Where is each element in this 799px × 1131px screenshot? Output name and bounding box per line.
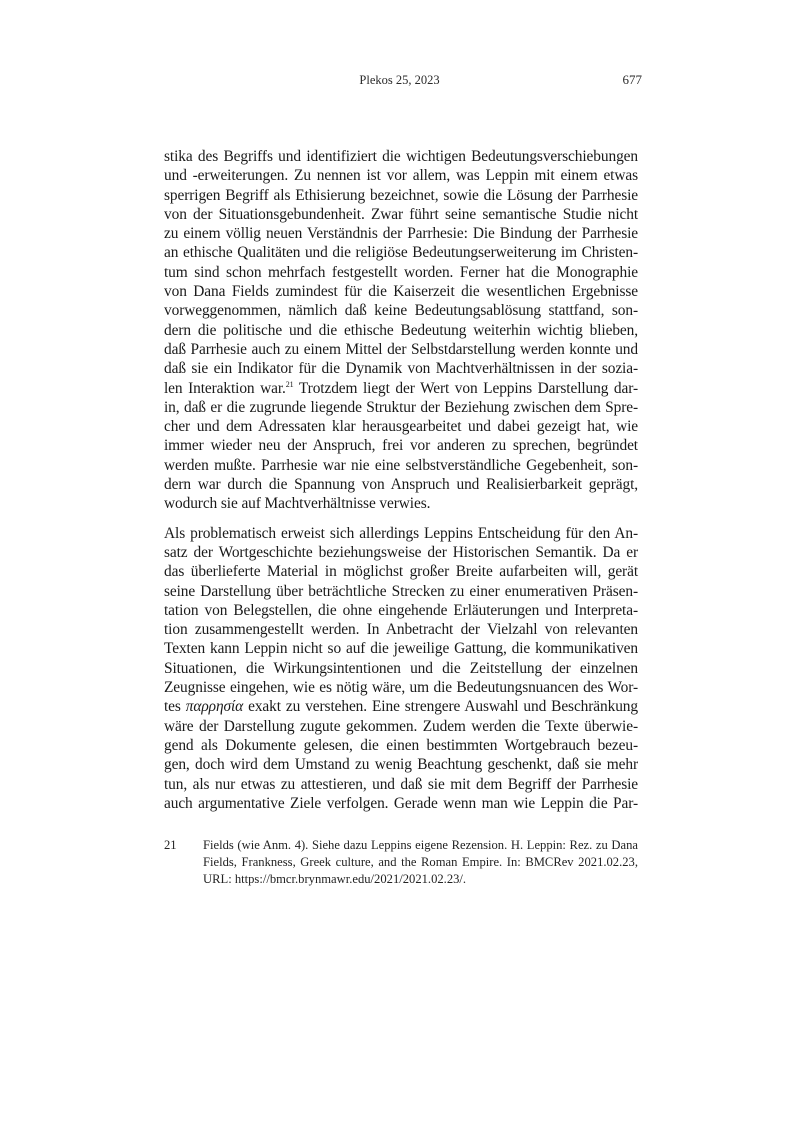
text-line: gen, doch wird dem Umstand zu wenig Beachtung geschenkt, daß sie mehr [164, 756, 638, 774]
text-line: Zeugnisse eingehen, wie es nötig wäre, um die Bedeutungsnuancen des Wor- [164, 679, 638, 697]
text-line: tun, als nur etwas zu attestieren, und daß sie mit dem Begriff der Parrhesie [164, 775, 638, 793]
text-line: und -erweiterungen. Zu nennen ist vor allem, was Leppin mit einem etwas [164, 167, 638, 185]
text-segment: exakt zu verstehen. Eine strengere Auswahl und Beschränkung [243, 698, 639, 716]
text-line: wäre der Darstellung zugute gekommen. Zudem werden die Texte überwie- [164, 717, 638, 735]
text-line: immer wieder neu der Anspruch, frei vor anderen zu sprechen, begründet [164, 437, 638, 455]
text-line: zu einem völlig neuen Verständnis der Parrhesie: Die Bindung der Parrhesie [164, 225, 638, 243]
body-text [164, 147, 638, 813]
paragraph-1 [164, 147, 638, 514]
page-number: 677 [622, 72, 642, 87]
footnote-number: 21 [164, 838, 177, 852]
text-line: dern die politische und die ethische Bedeutung weiterhin wichtig blieben, [164, 321, 638, 339]
footnote-url-line[interactable]: URL: https://bmcr.brynmawr.edu/2021/2021.02.23/. [203, 872, 467, 886]
footnote-text [203, 837, 638, 888]
footnote-21 [164, 837, 638, 888]
text-line-with-footnote [164, 379, 638, 398]
text-line: in, daß er die zugrunde liegende Struktur der Beziehung zwischen dem Spre- [164, 398, 638, 416]
text-line: von der Situationsgebundenheit. Zwar führt seine semantische Studie nicht [164, 205, 638, 223]
text-line: vorweggenommen, nämlich daß keine Bedeutungsablösung stattfand, son- [164, 302, 638, 320]
text-line: auch argumentative Ziele verfolgen. Gerade wenn man wie Leppin die Par- [164, 794, 638, 812]
text-line: von Dana Fields zumindest für die Kaiserzeit die wesentlichen Ergebnisse [164, 283, 638, 301]
text-segment: len Interaktion war. [164, 379, 286, 397]
footnote-line: Fields, Frankness, Greek culture, and the Roman Empire. In: BMCRev 2021.02.23, [203, 855, 638, 869]
text-line: Texten kann Leppin nicht so auf die jeweilige Gattung, die kommunikativen [164, 640, 638, 658]
text-line-with-greek [164, 697, 638, 716]
text-line: satz der Wortgeschichte beziehungsweise der Historischen Semantik. Da er [164, 543, 638, 561]
text-line: cher und dem Adressaten klar herausgearbeitet und dabei gezeigt hat, wie [164, 418, 638, 436]
running-title: Plekos 25, 2023 [359, 73, 440, 87]
text-line: Situationen, die Wirkungsintentionen und die Zeitstellung der einzelnen [164, 659, 638, 677]
text-line: Als problematisch erweist sich allerdings Leppins Entscheidung für den An- [164, 524, 638, 542]
text-line: stika des Begriffs und identifiziert die wichtigen Bedeutungsverschiebungen [164, 148, 638, 165]
text-line: tum sind schon mehrfach festgestellt worden. Ferner hat die Monographie [164, 263, 638, 281]
text-line: wodurch sie auf Machtverhältnisse verwies. [164, 495, 431, 513]
text-line: tation von Belegstellen, die ohne eingehende Erläuterungen und Interpreta- [164, 601, 638, 619]
footnote-line: Fields (wie Anm. 4). Siehe dazu Leppins eigene Rezension. H. Leppin: Rez. zu Dana [203, 838, 638, 852]
text-segment: tes [164, 698, 186, 716]
text-line: dern war durch die Spannung von Anspruch und Realisierbarkeit geprägt, [164, 476, 638, 494]
paragraph-2 [164, 524, 638, 813]
footnote-reference[interactable]: 21 [285, 379, 294, 389]
greek-word: παρρησία [185, 698, 244, 716]
text-line: das überlieferte Material in möglichst großer Breite aufarbeiten will, gerät [164, 563, 638, 581]
text-line: werden mußte. Parrhesie war nie eine selbstverständliche Gegebenheit, son- [164, 456, 638, 474]
text-line: daß sie ein Indikator für die Dynamik von Machtverhältnissen in der sozia- [164, 360, 638, 378]
text-line: sperrigen Begriff als Ethisierung bezeichnet, sowie die Lösung der Parrhesie [164, 186, 638, 204]
text-line: seine Darstellung über beträchtliche Strecken zu einer enumerativen Präsen- [164, 582, 638, 600]
text-segment: Trotzdem liegt der Wert von Leppins Darstellung dar- [293, 379, 639, 397]
text-line: tion zusammengestellt werden. In Anbetracht der Vielzahl von relevanten [164, 621, 638, 639]
text-line: gend als Dokumente gelesen, die einen bestimmten Wortgebrauch bezeu- [164, 736, 638, 754]
text-line: an ethische Qualitäten und die religiöse Bedeutungserweiterung im Christen- [164, 244, 638, 262]
footnotes [164, 837, 638, 888]
text-line: daß Parrhesie auch zu einem Mittel der Selbstdarstellung werden konnte und [164, 340, 638, 358]
